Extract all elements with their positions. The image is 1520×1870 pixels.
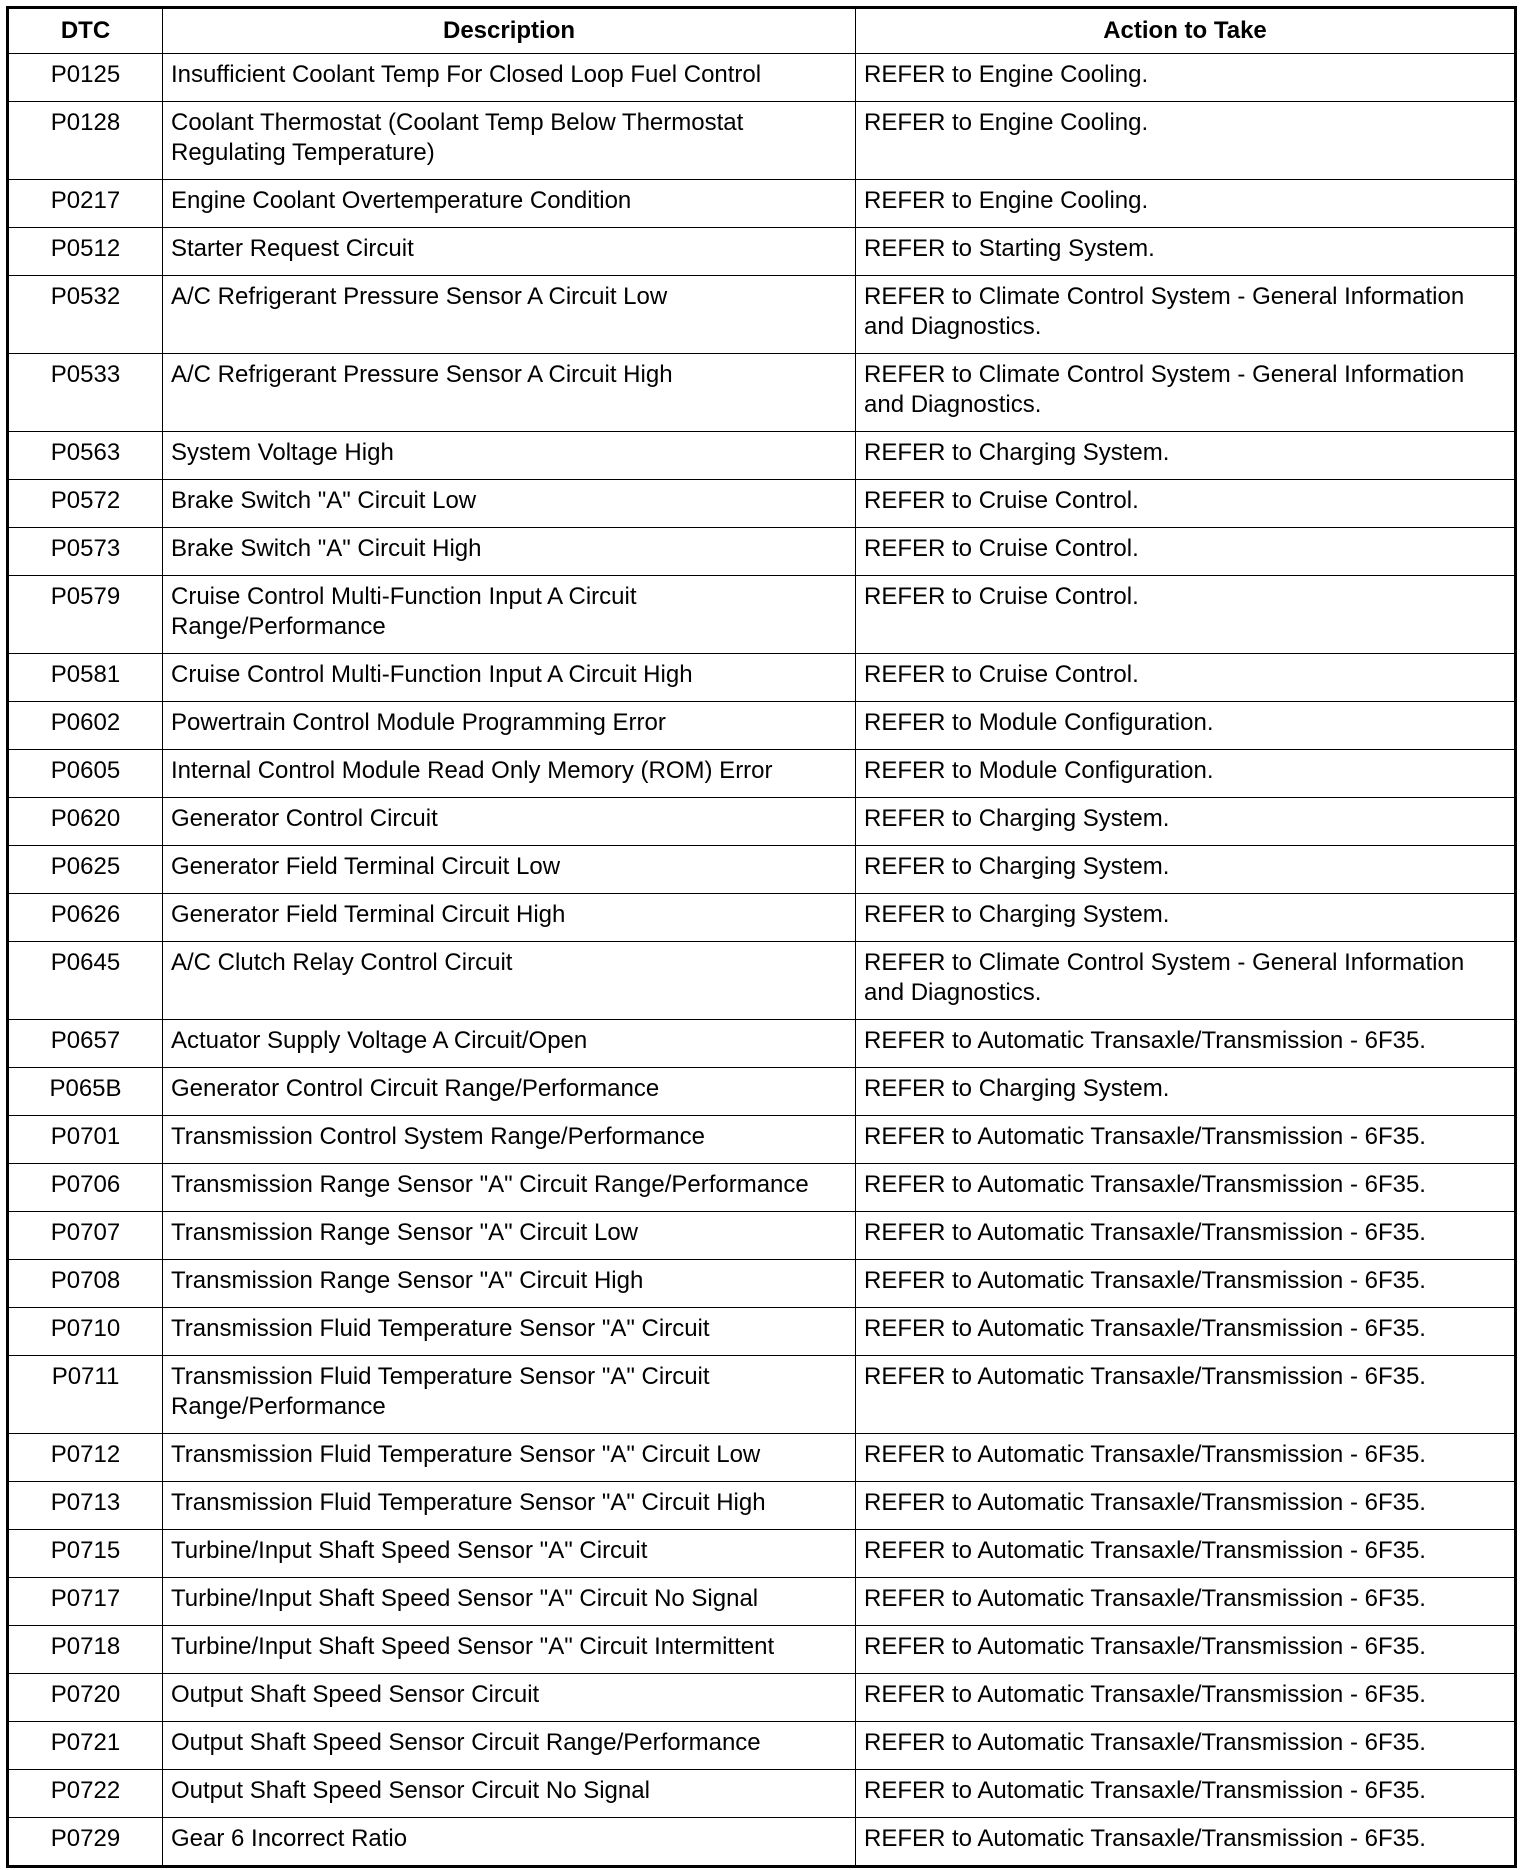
- dtc-description: A/C Refrigerant Pressure Sensor A Circuit Low: [163, 276, 856, 354]
- dtc-description: Transmission Fluid Temperature Sensor "A" Circuit: [163, 1308, 856, 1356]
- dtc-description: Starter Request Circuit: [163, 228, 856, 276]
- dtc-code: P0657: [8, 1020, 163, 1068]
- dtc-code: P0706: [8, 1164, 163, 1212]
- table-row: [8, 1530, 1516, 1578]
- dtc-description: Turbine/Input Shaft Speed Sensor "A" Circuit No Signal: [163, 1578, 856, 1626]
- dtc-code: P0217: [8, 180, 163, 228]
- table-row: [8, 1674, 1516, 1722]
- dtc-action: REFER to Cruise Control.: [856, 576, 1516, 654]
- dtc-code: P0579: [8, 576, 163, 654]
- table-row: [8, 54, 1516, 102]
- dtc-code: P0605: [8, 750, 163, 798]
- table-row: [8, 276, 1516, 354]
- table-row: [8, 798, 1516, 846]
- dtc-description: Cruise Control Multi-Function Input A Circuit High: [163, 654, 856, 702]
- dtc-code: P0626: [8, 894, 163, 942]
- dtc-description: Cruise Control Multi-Function Input A Circuit Range/Performance: [163, 576, 856, 654]
- table-row: [8, 480, 1516, 528]
- header-action: Action to Take: [856, 8, 1516, 54]
- dtc-action: REFER to Charging System.: [856, 432, 1516, 480]
- dtc-action: REFER to Climate Control System - General Information and Diagnostics.: [856, 354, 1516, 432]
- dtc-description: Coolant Thermostat (Coolant Temp Below Thermostat Regulating Temperature): [163, 102, 856, 180]
- dtc-action: REFER to Engine Cooling.: [856, 54, 1516, 102]
- table-row: [8, 846, 1516, 894]
- table-row: [8, 1116, 1516, 1164]
- table-row: [8, 1626, 1516, 1674]
- dtc-action: REFER to Automatic Transaxle/Transmission - 6F35.: [856, 1260, 1516, 1308]
- header-description: Description: [163, 8, 856, 54]
- dtc-action: REFER to Engine Cooling.: [856, 180, 1516, 228]
- dtc-code: P0722: [8, 1770, 163, 1818]
- dtc-action: REFER to Automatic Transaxle/Transmission - 6F35.: [856, 1674, 1516, 1722]
- dtc-code: P0625: [8, 846, 163, 894]
- dtc-code: P0512: [8, 228, 163, 276]
- header-row: [8, 8, 1516, 54]
- dtc-description: Generator Field Terminal Circuit Low: [163, 846, 856, 894]
- dtc-description: System Voltage High: [163, 432, 856, 480]
- dtc-action: REFER to Module Configuration.: [856, 750, 1516, 798]
- table-row: [8, 1722, 1516, 1770]
- dtc-action: REFER to Automatic Transaxle/Transmission - 6F35.: [856, 1578, 1516, 1626]
- dtc-description: Generator Control Circuit Range/Performance: [163, 1068, 856, 1116]
- table-row: [8, 1020, 1516, 1068]
- table-row: [8, 1308, 1516, 1356]
- table-row: [8, 1164, 1516, 1212]
- table-body: [8, 54, 1516, 1867]
- dtc-action: REFER to Charging System.: [856, 846, 1516, 894]
- dtc-action: REFER to Automatic Transaxle/Transmission - 6F35.: [856, 1530, 1516, 1578]
- dtc-action: REFER to Automatic Transaxle/Transmission - 6F35.: [856, 1020, 1516, 1068]
- dtc-code: P0645: [8, 942, 163, 1020]
- dtc-code: P0720: [8, 1674, 163, 1722]
- table-row: [8, 894, 1516, 942]
- dtc-action: REFER to Automatic Transaxle/Transmission - 6F35.: [856, 1818, 1516, 1867]
- dtc-description: Actuator Supply Voltage A Circuit/Open: [163, 1020, 856, 1068]
- dtc-action: REFER to Climate Control System - General Information and Diagnostics.: [856, 942, 1516, 1020]
- dtc-action: REFER to Automatic Transaxle/Transmission - 6F35.: [856, 1164, 1516, 1212]
- table-row: [8, 1068, 1516, 1116]
- dtc-action: REFER to Automatic Transaxle/Transmission - 6F35.: [856, 1212, 1516, 1260]
- dtc-code: P0721: [8, 1722, 163, 1770]
- dtc-code: P0711: [8, 1356, 163, 1434]
- dtc-description: Transmission Range Sensor "A" Circuit Low: [163, 1212, 856, 1260]
- dtc-description: Transmission Fluid Temperature Sensor "A" Circuit Low: [163, 1434, 856, 1482]
- dtc-action: REFER to Charging System.: [856, 894, 1516, 942]
- table-row: [8, 1356, 1516, 1434]
- dtc-action: REFER to Automatic Transaxle/Transmission - 6F35.: [856, 1626, 1516, 1674]
- dtc-description: Output Shaft Speed Sensor Circuit: [163, 1674, 856, 1722]
- table-row: [8, 654, 1516, 702]
- table-row: [8, 1818, 1516, 1867]
- dtc-description: Generator Field Terminal Circuit High: [163, 894, 856, 942]
- dtc-code: P0717: [8, 1578, 163, 1626]
- dtc-table: [6, 6, 1517, 1868]
- table-row: [8, 102, 1516, 180]
- header-dtc: DTC: [8, 8, 163, 54]
- dtc-description: Transmission Range Sensor "A" Circuit Range/Performance: [163, 1164, 856, 1212]
- dtc-code: P0712: [8, 1434, 163, 1482]
- dtc-action: REFER to Cruise Control.: [856, 528, 1516, 576]
- table-row: [8, 1578, 1516, 1626]
- dtc-code: P0581: [8, 654, 163, 702]
- dtc-action: REFER to Cruise Control.: [856, 654, 1516, 702]
- table-row: [8, 528, 1516, 576]
- table-row: [8, 1434, 1516, 1482]
- dtc-description: Transmission Range Sensor "A" Circuit High: [163, 1260, 856, 1308]
- table-row: [8, 1770, 1516, 1818]
- dtc-description: Transmission Control System Range/Performance: [163, 1116, 856, 1164]
- dtc-description: A/C Clutch Relay Control Circuit: [163, 942, 856, 1020]
- dtc-action: REFER to Charging System.: [856, 1068, 1516, 1116]
- dtc-description: Turbine/Input Shaft Speed Sensor "A" Circuit Intermittent: [163, 1626, 856, 1674]
- dtc-description: Brake Switch "A" Circuit Low: [163, 480, 856, 528]
- table-row: [8, 702, 1516, 750]
- table-row: [8, 1482, 1516, 1530]
- dtc-description: Engine Coolant Overtemperature Condition: [163, 180, 856, 228]
- dtc-description: A/C Refrigerant Pressure Sensor A Circuit High: [163, 354, 856, 432]
- table-header: [8, 8, 1516, 54]
- dtc-code: P0713: [8, 1482, 163, 1530]
- dtc-action: REFER to Automatic Transaxle/Transmission - 6F35.: [856, 1116, 1516, 1164]
- dtc-description: Gear 6 Incorrect Ratio: [163, 1818, 856, 1867]
- dtc-code: P0620: [8, 798, 163, 846]
- table-row: [8, 576, 1516, 654]
- dtc-action: REFER to Starting System.: [856, 228, 1516, 276]
- dtc-code: P0602: [8, 702, 163, 750]
- dtc-code: P0707: [8, 1212, 163, 1260]
- table-row: [8, 750, 1516, 798]
- dtc-code: P0532: [8, 276, 163, 354]
- dtc-description: Brake Switch "A" Circuit High: [163, 528, 856, 576]
- dtc-code: P0729: [8, 1818, 163, 1867]
- dtc-description: Insufficient Coolant Temp For Closed Loop Fuel Control: [163, 54, 856, 102]
- dtc-description: Internal Control Module Read Only Memory (ROM) Error: [163, 750, 856, 798]
- dtc-action: REFER to Automatic Transaxle/Transmission - 6F35.: [856, 1722, 1516, 1770]
- dtc-code: P0125: [8, 54, 163, 102]
- dtc-action: REFER to Automatic Transaxle/Transmission - 6F35.: [856, 1308, 1516, 1356]
- dtc-code: P0563: [8, 432, 163, 480]
- dtc-description: Transmission Fluid Temperature Sensor "A" Circuit Range/Performance: [163, 1356, 856, 1434]
- dtc-action: REFER to Engine Cooling.: [856, 102, 1516, 180]
- dtc-description: Generator Control Circuit: [163, 798, 856, 846]
- dtc-code: P0715: [8, 1530, 163, 1578]
- dtc-description: Transmission Fluid Temperature Sensor "A" Circuit High: [163, 1482, 856, 1530]
- table-row: [8, 1260, 1516, 1308]
- dtc-code: P0533: [8, 354, 163, 432]
- dtc-description: Powertrain Control Module Programming Error: [163, 702, 856, 750]
- dtc-code: P0710: [8, 1308, 163, 1356]
- dtc-action: REFER to Automatic Transaxle/Transmission - 6F35.: [856, 1356, 1516, 1434]
- dtc-code: P0128: [8, 102, 163, 180]
- table-row: [8, 942, 1516, 1020]
- dtc-description: Output Shaft Speed Sensor Circuit Range/Performance: [163, 1722, 856, 1770]
- dtc-code: P0572: [8, 480, 163, 528]
- table-row: [8, 1212, 1516, 1260]
- dtc-action: REFER to Cruise Control.: [856, 480, 1516, 528]
- dtc-action: REFER to Automatic Transaxle/Transmission - 6F35.: [856, 1770, 1516, 1818]
- table-row: [8, 180, 1516, 228]
- dtc-action: REFER to Charging System.: [856, 798, 1516, 846]
- table-row: [8, 354, 1516, 432]
- dtc-code: P065B: [8, 1068, 163, 1116]
- table-row: [8, 228, 1516, 276]
- dtc-action: REFER to Climate Control System - General Information and Diagnostics.: [856, 276, 1516, 354]
- dtc-code: P0701: [8, 1116, 163, 1164]
- dtc-action: REFER to Module Configuration.: [856, 702, 1516, 750]
- dtc-description: Turbine/Input Shaft Speed Sensor "A" Circuit: [163, 1530, 856, 1578]
- table-row: [8, 432, 1516, 480]
- dtc-code: P0708: [8, 1260, 163, 1308]
- dtc-action: REFER to Automatic Transaxle/Transmission - 6F35.: [856, 1434, 1516, 1482]
- dtc-code: P0718: [8, 1626, 163, 1674]
- dtc-code: P0573: [8, 528, 163, 576]
- dtc-action: REFER to Automatic Transaxle/Transmission - 6F35.: [856, 1482, 1516, 1530]
- dtc-description: Output Shaft Speed Sensor Circuit No Signal: [163, 1770, 856, 1818]
